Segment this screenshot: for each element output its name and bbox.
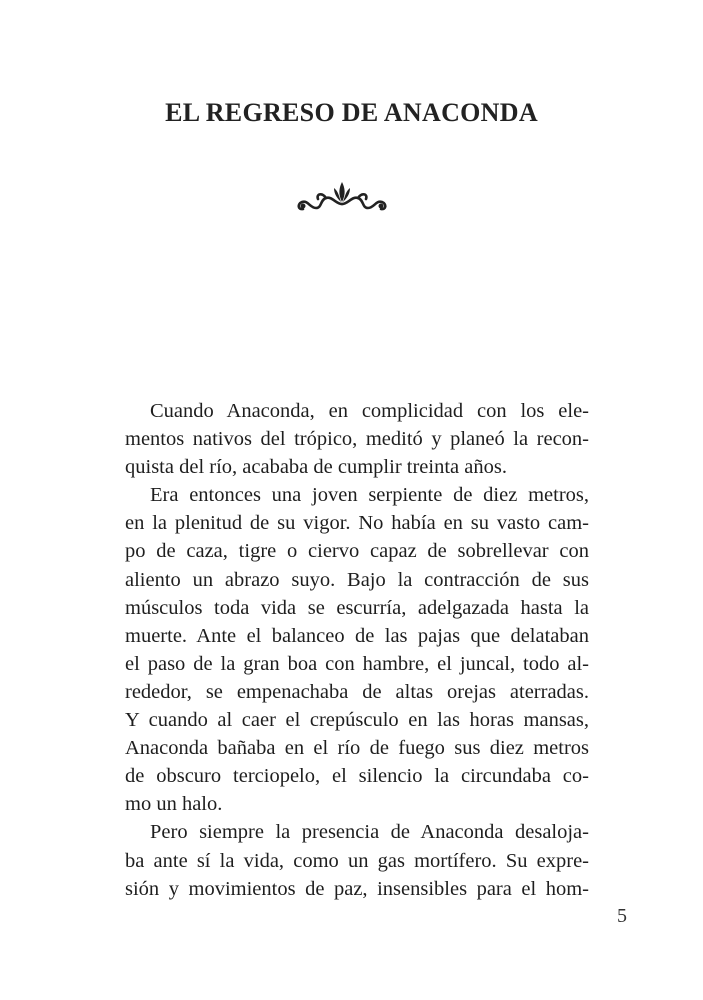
text-line: Anaconda bañaba en el río de fuego sus diez metros: [125, 737, 589, 760]
text-line: ba ante sí la vida, como un gas mortífero. Su expre-: [125, 849, 589, 872]
text-line: mentos nativos del trópico, meditó y planeó la recon-: [125, 428, 589, 451]
page-number: 5: [617, 905, 627, 927]
text-line: quista del río, acababa de cumplir treinta años.: [125, 456, 507, 479]
text-line: músculos toda vida se escurría, adelgazada hasta la: [125, 596, 589, 619]
text-line: en la plenitud de su vigor. No había en su vasto cam-: [125, 512, 589, 535]
text-line: el paso de la gran boa con hambre, el juncal, todo al-: [125, 652, 589, 675]
text-line: aliento un abrazo suyo. Bajo la contracción de sus: [125, 568, 589, 591]
text-line: sión y movimientos de paz, insensibles para el hom-: [125, 877, 589, 900]
text-line: mo un halo.: [125, 793, 223, 816]
text-line: Pero siempre la presencia de Anaconda desaloja-: [150, 821, 589, 844]
body-text: [125, 397, 589, 903]
fleuron-ornament-icon: [292, 178, 392, 214]
text-line: Cuando Anaconda, en complicidad con los ele-: [150, 400, 589, 422]
text-line: po de caza, tigre o ciervo capaz de sobrellevar con: [125, 540, 589, 563]
text-line: muerte. Ante el balanceo de las pajas que delataban: [125, 624, 589, 647]
chapter-title: EL REGRESO DE ANACONDA: [165, 98, 538, 127]
text-line: de obscuro terciopelo, el silencio la circundaba co-: [125, 765, 589, 788]
text-line: rededor, se empenachaba de altas orejas aterradas.: [125, 680, 589, 703]
text-line: Y cuando al caer el crepúsculo en las horas mansas,: [125, 709, 589, 732]
text-line: Era entonces una joven serpiente de diez metros,: [150, 484, 589, 507]
